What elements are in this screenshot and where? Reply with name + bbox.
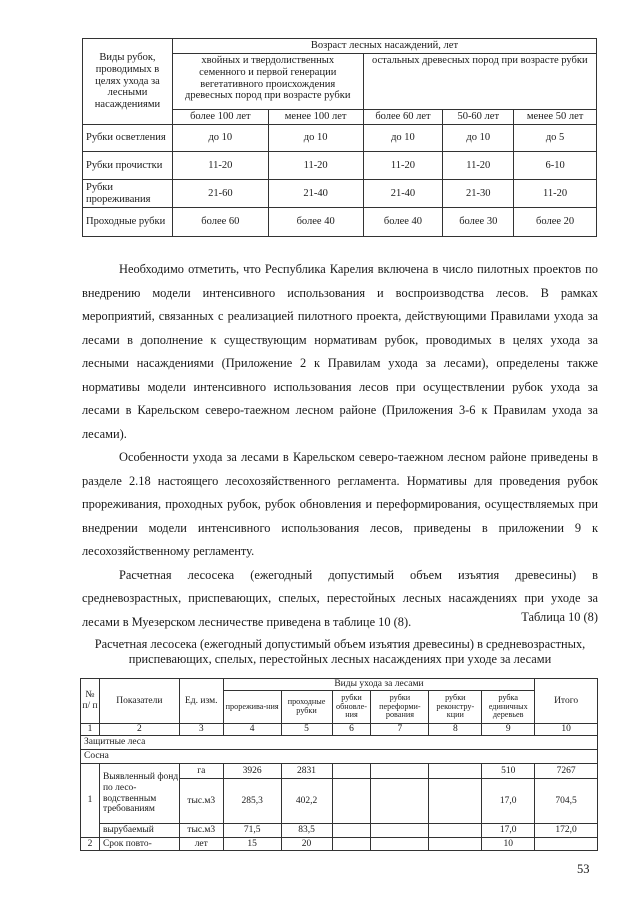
col-number: 10 (535, 724, 598, 736)
allowable-cut-table (80, 678, 598, 851)
cell-unit: тыс.м3 (179, 824, 223, 838)
cell: более 20 (514, 208, 597, 237)
header-renewal-cuts: рубки обновле-ния (332, 691, 371, 724)
header-coniferous-group: хвойных и твердолиственных семенного и первой генерации вегетативного происхождения древесных пород при возрасте рубки (172, 54, 363, 110)
row-label: Проходные рубки (83, 208, 173, 237)
cell: более 40 (268, 208, 363, 237)
header-age-col-5: менее 50 лет (514, 110, 597, 125)
header-reformation-cuts: рубки переформи-рования (371, 691, 429, 724)
cell: 10 (482, 838, 535, 851)
row-label: Рубки прореживания (83, 180, 173, 208)
cell-unit: тыс.м3 (179, 779, 223, 824)
col-number: 4 (223, 724, 281, 736)
table-row (83, 208, 597, 237)
row-label: Срок повто- (99, 838, 179, 851)
header-age-col-1: более 100 лет (172, 110, 268, 125)
rotation-age-table (82, 38, 597, 237)
cell: 21-60 (172, 180, 268, 208)
cell: 704,5 (535, 779, 598, 824)
cell: 11-20 (268, 152, 363, 180)
cell: 11-20 (172, 152, 268, 180)
table-row (83, 180, 597, 208)
cell: до 10 (363, 125, 443, 152)
header-single-tree-cuts: рубка единичных деревьев (482, 691, 535, 724)
table-row (81, 824, 598, 838)
cell: до 10 (172, 125, 268, 152)
cell: 17,0 (482, 779, 535, 824)
cell: более 30 (443, 208, 514, 237)
cell: 20 (281, 838, 332, 851)
cell: 172,0 (535, 824, 598, 838)
table-label: Таблица 10 (8) (521, 610, 598, 624)
cell: более 60 (172, 208, 268, 237)
header-indicators: Показатели (99, 679, 179, 724)
page-number: 53 (577, 862, 590, 876)
cell: 6-10 (514, 152, 597, 180)
header-unit: Ед. изм. (179, 679, 223, 724)
row-label: Рубки осветления (83, 125, 173, 152)
cell: 11-20 (443, 152, 514, 180)
row-number: 2 (81, 838, 100, 851)
col-number: 7 (371, 724, 429, 736)
cell: до 5 (514, 125, 597, 152)
cell: более 40 (363, 208, 443, 237)
cell: 83,5 (281, 824, 332, 838)
cell: 15 (223, 838, 281, 851)
paragraph-allowable-cut: Расчетная лесосека (ежегодный допустимый объем изъятия древесины) в средневозрастных, приспевающих, спелых, перестойных лесных насаждениях при уходе за лесами в Муезерском лесничестве приведена в таблице 10 (8). (82, 567, 598, 629)
cell: 17,0 (482, 824, 535, 838)
header-cut-types: Виды рубок, проводимых в целях ухода за лесными насаждениями (83, 39, 173, 125)
cell-unit: лет (179, 838, 223, 851)
cell: до 10 (443, 125, 514, 152)
header-care-types: Виды ухода за лесами (223, 679, 534, 691)
col-number: 5 (281, 724, 332, 736)
cell: 21-40 (363, 180, 443, 208)
cell: 3926 (223, 764, 281, 779)
cell: 11-20 (514, 180, 597, 208)
body-text (82, 258, 598, 634)
header-number: № п/ п (81, 679, 100, 724)
cell: 21-30 (443, 180, 514, 208)
section-protective-forests: Защитные леса (81, 736, 598, 750)
col-number: 1 (81, 724, 100, 736)
column-number-row (81, 724, 598, 736)
header-age-col-2: менее 100 лет (268, 110, 363, 125)
header-forest-age: Возраст лесных насаждений, лет (172, 39, 596, 54)
paragraph-care-features: Особенности ухода за лесами в Карельском северо-таежном лесном районе приведены в разделе 2.18 настоящего лесохозяйственного регламента. Нормативы для проведения рубок прореживания, проходных рубок, рубок обновления и переформирования, осуществляемых при внедрении модели интенсивного использования лесов, приведены в приложении 9 к лесохозяйственному регламенту. (82, 450, 598, 558)
cell: до 10 (268, 125, 363, 152)
header-thinning: прорежива-ния (223, 691, 281, 724)
header-age-col-3: более 60 лет (363, 110, 443, 125)
col-number: 6 (332, 724, 371, 736)
header-other-group: остальных древесных пород при возрасте рубки (363, 54, 596, 110)
cell: 510 (482, 764, 535, 779)
table-row (81, 838, 598, 851)
header-reconstruction-cuts: рубки реконстру-кции (429, 691, 482, 724)
cell: 2831 (281, 764, 332, 779)
cell: 285,3 (223, 779, 281, 824)
row-label: вырубаемый (99, 824, 179, 838)
table-row (83, 152, 597, 180)
col-number: 3 (179, 724, 223, 736)
header-age-col-4: 50-60 лет (443, 110, 514, 125)
species-pine: Сосна (81, 750, 598, 764)
table-row (83, 125, 597, 152)
row-label: Рубки прочистки (83, 152, 173, 180)
cell: 21-40 (268, 180, 363, 208)
table-row (81, 764, 598, 779)
header-total: Итого (535, 679, 598, 724)
cell: 7267 (535, 764, 598, 779)
cell: 71,5 (223, 824, 281, 838)
table-caption: Расчетная лесосека (ежегодный допустимый объем изъятия древесины) в средневозрастных, приспевающих, спелых, перестойных лесных насаждениях при уходе за лесами (94, 637, 586, 666)
cell: 11-20 (363, 152, 443, 180)
cell-unit: га (179, 764, 223, 779)
row-label: Выявленный фонд по лесо-водственным требованиям (99, 764, 179, 824)
header-passing-cuts: проходные рубки (281, 691, 332, 724)
row-number: 1 (81, 764, 100, 838)
paragraph-pilot-project: Необходимо отметить, что Республика Карелия включена в число пилотных проектов по внедрению модели интенсивного использования и воспроизводства лесов. В рамках мероприятий, связанных с реализацией пилотного проекта, действующими Правилами ухода за лесами в дополнение к существующим нормативам рубок, проводимых в целях ухода за лесными насаждениями (Приложение 2 к Правилам ухода за лесами), определены также нормативы модели интенсивного использования лесов при осуществлении рубок ухода за лесами в Карельском северо-таежном лесном районе (Приложения 3-6 к Правилам ухода за лесами). (82, 262, 598, 441)
col-number: 2 (99, 724, 179, 736)
cell: 402,2 (281, 779, 332, 824)
col-number: 9 (482, 724, 535, 736)
col-number: 8 (429, 724, 482, 736)
